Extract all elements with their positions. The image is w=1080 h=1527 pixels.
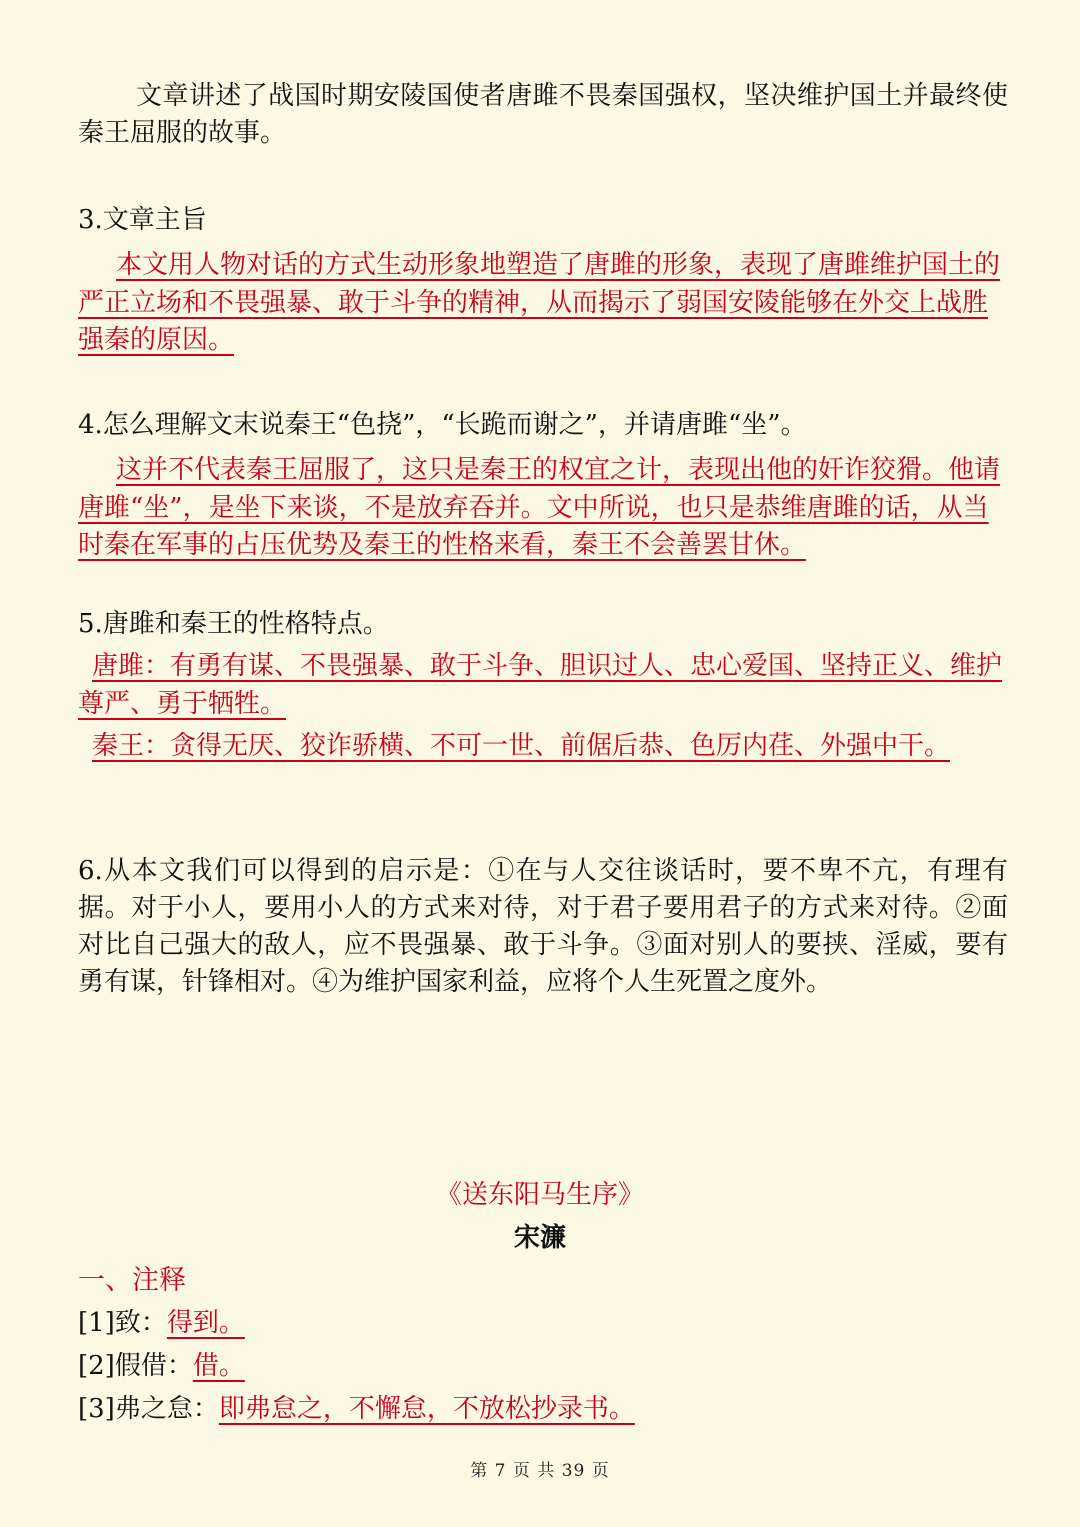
note-1-answer: 得到。 — [166, 1308, 245, 1338]
notes-section-heading: 一、注释 — [78, 1265, 186, 1296]
note-1-label: [1]致： — [78, 1308, 167, 1338]
article-author: 宋濂 — [513, 1223, 566, 1253]
note-item-3 — [78, 1391, 1008, 1428]
question-4-block — [78, 407, 1008, 565]
note-2-answer: 借。 — [192, 1351, 245, 1381]
question-4-title: 4.怎么理解文末说秦王“色挠”，“长跪而谢之”，并请唐雎“坐”。 — [78, 410, 807, 440]
question-3-block — [78, 202, 1008, 360]
note-item-2 — [78, 1348, 1008, 1385]
question-5-answer-tangju-text: 唐雎：有勇有谋、不畏强暴、敢于斗争、胆识过人、忠心爱国、坚持正义、维护尊严、勇于牺牲。 — [78, 651, 1003, 719]
note-item-1 — [78, 1305, 1008, 1342]
intro-block — [78, 78, 1008, 152]
question-5-title: 5.唐雎和秦王的性格特点。 — [78, 609, 389, 639]
question-6-paragraph: 6.从本文我们可以得到的启示是：①在与人交往谈话时，要不卑不亢，有理有据。对于小人，要用小人的方式来对待，对于君子要用君子的方式来对待。②面对比自己强大的敌人，应不畏强暴、敢于斗争。③面对别人的要挟、淫威，要有勇有谋，针锋相对。④为维护国家利益，应将个人生死置之度外。 — [78, 856, 1008, 997]
intro-paragraph: 文章讲述了战国时期安陵国使者唐雎不畏秦国强权，坚决维护国土并最终使秦王屈服的故事。 — [78, 81, 1008, 148]
article-title: 《送东阳马生序》 — [435, 1180, 644, 1210]
question-6-block — [78, 853, 1008, 1001]
question-3-answer-text: 本文用人物对话的方式生动形象地塑造了唐雎的形象，表现了唐雎维护国土的严正立场和不畏强暴、敢于斗争的精神，从而揭示了弱国安陵能够在外交上战胜强秦的原因。 — [78, 250, 1001, 355]
question-5-answer-qinwang — [78, 728, 1008, 766]
note-3-label: [3]弗之怠： — [78, 1394, 219, 1424]
question-4-answer — [78, 452, 1008, 565]
note-3-answer: 即弗怠之，不懈怠，不放松抄录书。 — [218, 1394, 635, 1424]
question-5-answer-tangju — [78, 648, 1008, 723]
notes-section — [78, 1262, 1008, 1428]
question-5-answer-qinwang-text: 秦王：贪得无厌、狡诈骄横、不可一世、前倨后恭、色厉内荏、外强中干。 — [92, 731, 951, 761]
note-2-label: [2]假借： — [78, 1351, 193, 1381]
question-4-answer-text: 这并不代表秦王屈服了，这只是秦王的权宜之计，表现出他的奸诈狡猾。他请唐雎“坐”，是坐下来谈，不是放弃吞并。文中所说，也只是恭维唐雎的话，从当时秦在军事的占压优势及秦王的性格来看，秦王不会善罢甘休。 — [78, 455, 1001, 560]
question-5-block — [78, 606, 1008, 766]
question-3-answer — [78, 247, 1008, 360]
page-number-footer: 第 7 页 共 39 页 — [470, 1461, 610, 1481]
question-3-title: 3.文章主旨 — [78, 205, 207, 235]
